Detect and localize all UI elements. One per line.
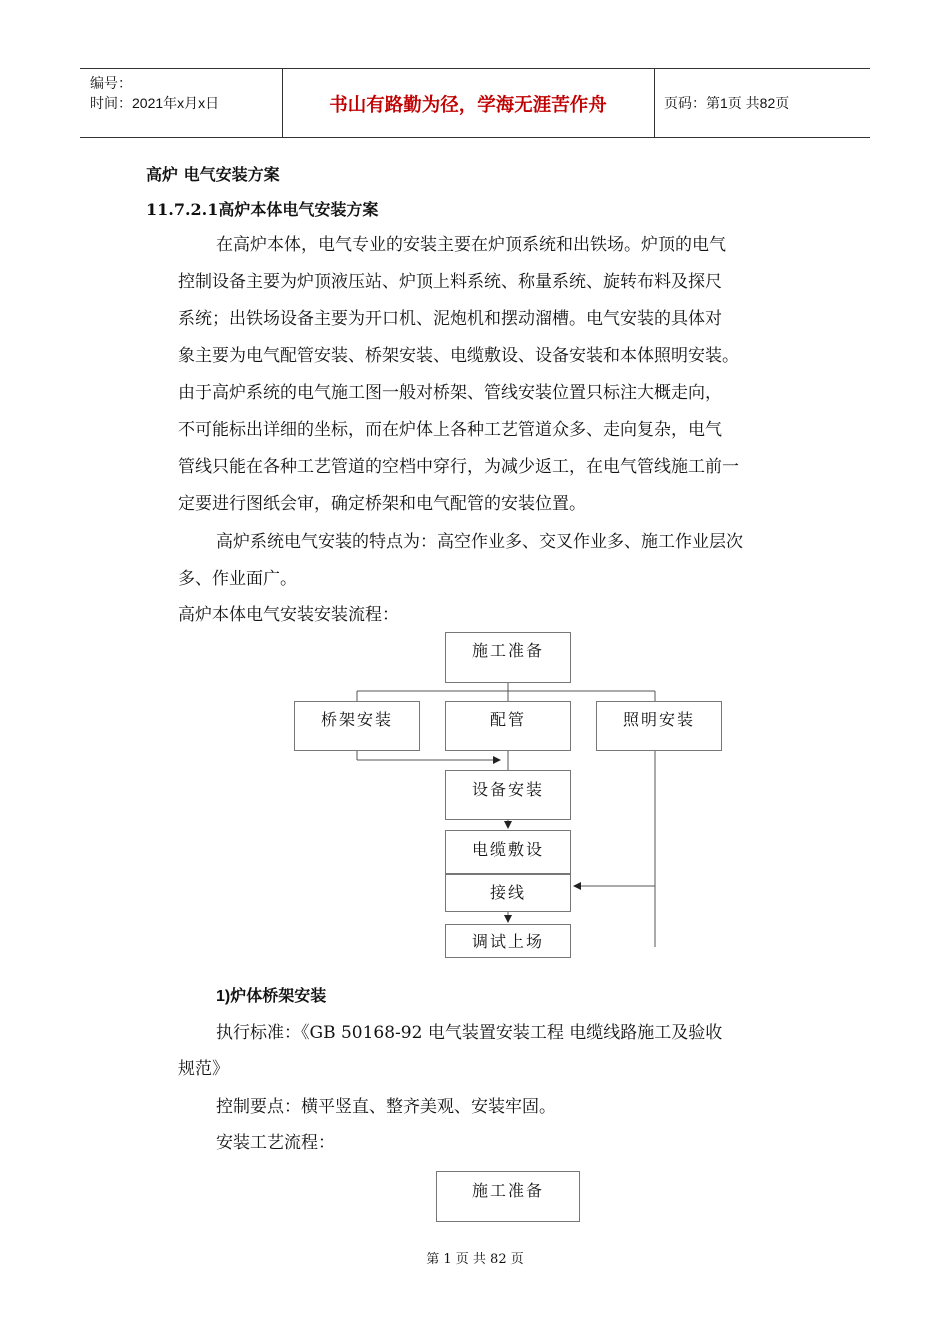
paragraph-line: 象主要为电气配管安装、桥架安装、电缆敷设、设备安装和本体照明安装。: [178, 346, 739, 366]
doc-time-label: 时间：2021年x月x日: [90, 95, 220, 111]
flow-box-pipe: 配管: [445, 701, 571, 751]
page-footer: 第 1 页 共 82 页: [426, 1252, 524, 1267]
flow-box-equipment: 设备安装: [445, 770, 571, 820]
flow-box-wiring: 接线: [445, 874, 571, 912]
doc-number-label: 编号：: [90, 75, 132, 91]
standard-line: 规范》: [178, 1059, 229, 1079]
flow-box-lighting: 照明安装: [596, 701, 722, 751]
doc-title: 高炉 电气安装方案: [146, 165, 280, 184]
section-heading: 11.7.2.1高炉本体电气安装方案: [146, 200, 379, 219]
paragraph-line: 控制设备主要为炉顶液压站、炉顶上料系统、称量系统、旋转布料及探尺: [178, 272, 722, 292]
process-caption: 安装工艺流程：: [216, 1133, 335, 1153]
header-motto: 书山有路勤为径，学海无涯苦作舟: [329, 95, 607, 116]
flow-box-tray: 桥架安装: [294, 701, 420, 751]
flow2-box-prep: 施工准备: [436, 1171, 580, 1222]
flow-box-test: 调试上场: [445, 924, 571, 958]
flow-box-prep: 施工准备: [445, 632, 571, 683]
subsection-heading: 1)炉体桥架安装: [216, 988, 327, 1005]
paragraph-line: 由于高炉系统的电气施工图一般对桥架、管线安装位置只标注大概走向，: [178, 383, 722, 403]
paragraph-line: 多、作业面广。: [178, 569, 297, 589]
flow-box-cable: 电缆敷设: [445, 830, 571, 874]
paragraph-line: 管线只能在各种工艺管道的空档中穿行，为减少返工，在电气管线施工前一: [178, 457, 739, 477]
standard-line: 执行标准：《GB 50168-92 电气装置安装工程 电缆线路施工及验收: [216, 1023, 723, 1043]
flow-caption: 高炉本体电气安装安装流程：: [178, 605, 399, 625]
paragraph-line: 在高炉本体，电气专业的安装主要在炉顶系统和出铁场。炉顶的电气: [216, 235, 726, 255]
paragraph-line: 系统；出铁场设备主要为开口机、泥炮机和摆动溜槽。电气安装的具体对: [178, 309, 722, 329]
paragraph-line: 定要进行图纸会审，确定桥架和电气配管的安装位置。: [178, 494, 586, 514]
paragraph-line: 高炉系统电气安装的特点为：高空作业多、交叉作业多、施工作业层次: [216, 532, 743, 552]
paragraph-line: 不可能标出详细的坐标，而在炉体上各种工艺管道众多、走向复杂，电气: [178, 420, 722, 440]
page-count-label: 页码：第1页 共82页: [664, 95, 790, 111]
control-points: 控制要点：横平竖直、整齐美观、安装牢固。: [216, 1097, 556, 1117]
